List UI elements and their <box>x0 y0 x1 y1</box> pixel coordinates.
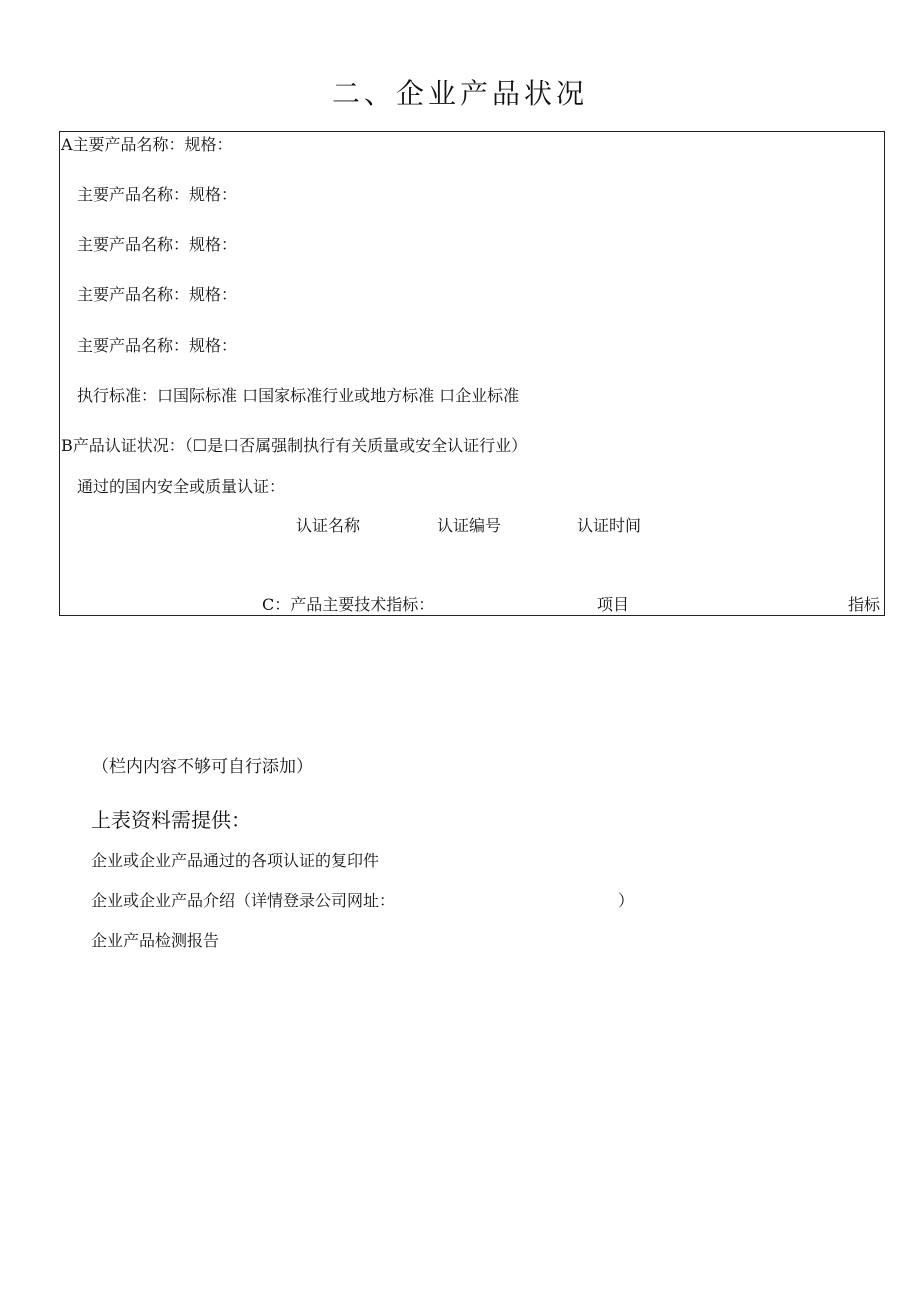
section-a-first-product: A主要产品名称：规格： <box>61 135 233 154</box>
product-line: 主要产品名称：规格： <box>77 336 238 355</box>
requirements-title: 上表资料需提供： <box>91 808 251 832</box>
indicator-label: 指标 <box>848 595 881 614</box>
product-line: 主要产品名称：规格： <box>77 235 238 254</box>
standard-line: 执行标准：口国际标准 口国家标准行业或地方标准 口企业标准 <box>77 386 520 405</box>
requirement-item: 企业产品检测报告 <box>91 931 220 950</box>
column-cert-name: 认证名称 <box>296 516 361 535</box>
requirement-item: 企业或企业产品通过的各项认证的复印件 <box>91 851 380 870</box>
page-title: 二、企业产品状况 <box>331 77 588 110</box>
item-label: 项目 <box>597 595 630 614</box>
column-cert-time: 认证时间 <box>577 516 642 535</box>
tech-indicators-label: C：产品主要技术指标： <box>262 595 435 614</box>
requirement-item: 企业或企业产品介绍（详情登录公司网址： <box>91 891 396 910</box>
passed-certification-line: 通过的国内安全或质量认证： <box>77 477 286 496</box>
add-content-note: （栏内内容不够可自行添加） <box>92 757 313 777</box>
product-line: 主要产品名称：规格： <box>77 285 238 304</box>
closing-paren: ） <box>618 891 635 910</box>
column-cert-number: 认证编号 <box>437 516 502 535</box>
product-line: 主要产品名称：规格： <box>77 185 238 204</box>
certification-status-line: B产品认证状况：（☐是口否属强制执行有关质量或安全认证行业） <box>61 436 528 455</box>
